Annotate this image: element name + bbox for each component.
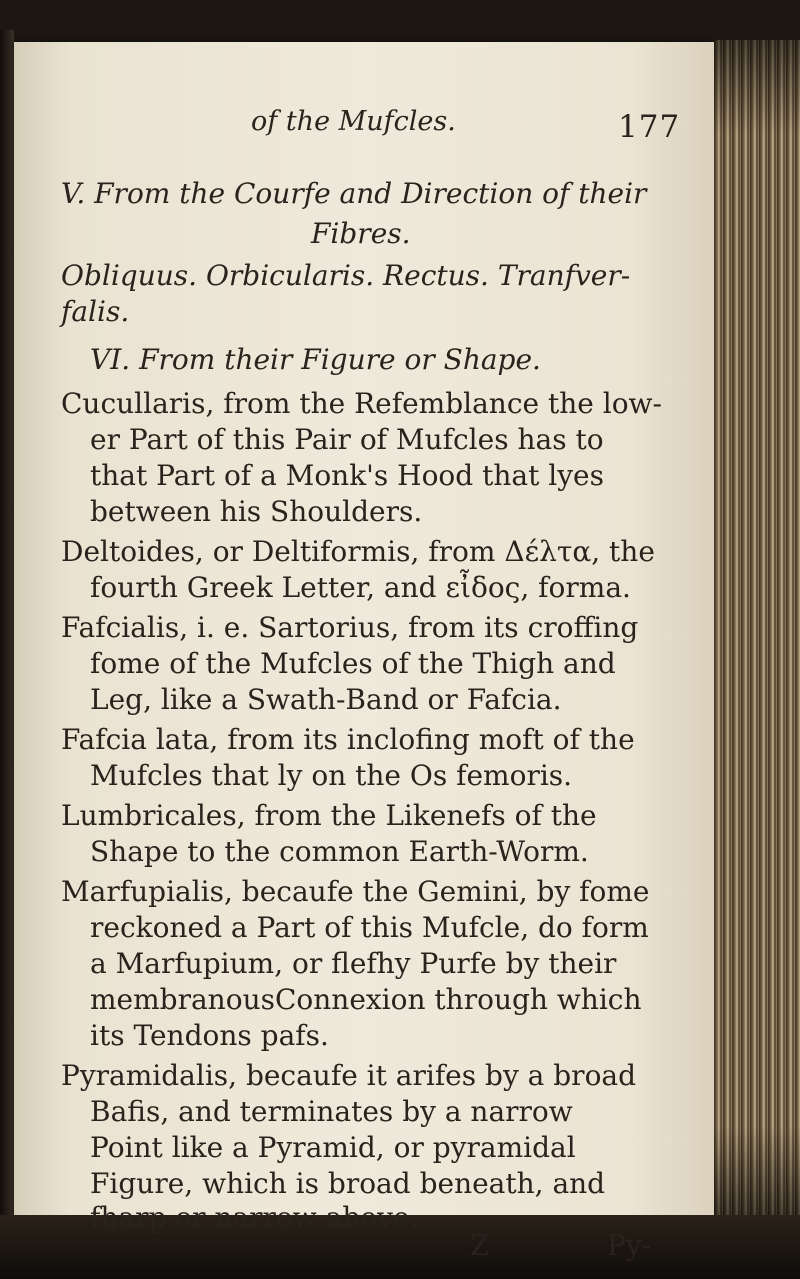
- text-line: Leg, like a Swath-Band or Fafcia.: [90, 683, 562, 716]
- text-line: fome of the Mufcles of the Thigh and: [90, 647, 616, 680]
- page-edges-shadow: [714, 40, 800, 1220]
- running-title: of the Mufcles.: [251, 106, 456, 137]
- text-line: a Marfupium, or flefhy Purfe by their: [90, 947, 617, 980]
- text-line: Deltoides, or Deltiformis, from Δέλτα, the: [61, 535, 655, 568]
- text-line: Fafcia lata, from its inclofing moft of the: [61, 723, 635, 756]
- heading-line: Fibres.: [311, 217, 411, 250]
- text-line: Cucullaris, from the Refemblance the low-: [61, 387, 662, 420]
- text-line: Shape to the common Earth-Worm.: [90, 835, 589, 868]
- text-line: membranousConnexion through which: [90, 983, 642, 1016]
- signature-mark: Z: [470, 1229, 490, 1262]
- text-line: Bafis, and terminates by a narrow: [90, 1095, 573, 1128]
- text-line: that Part of a Monk's Hood that lyes: [90, 459, 604, 492]
- text-line: falis.: [61, 295, 130, 328]
- text-line: Pyramidalis, becaufe it arifes by a broad: [61, 1059, 637, 1092]
- text-line: Obliquus. Orbicularis. Rectus. Tranfver-: [61, 259, 631, 292]
- text-line: er Part of this Pair of Mufcles has to: [90, 423, 604, 456]
- book-spine: [0, 30, 14, 1230]
- text-line: Marfupialis, becaufe the Gemini, by fome: [61, 875, 650, 908]
- page-number: 177: [618, 109, 681, 145]
- heading-line: VI. From their Figure or Shape.: [90, 343, 541, 376]
- text-line: fourth Greek Letter, and εἶδος, forma.: [90, 571, 631, 604]
- text-line: between his Shoulders.: [90, 495, 423, 528]
- text-line: its Tendons pafs.: [90, 1019, 329, 1052]
- text-line: reckoned a Part of this Mufcle, do form: [90, 911, 649, 944]
- heading-line: V. From the Courfe and Direction of their: [61, 177, 647, 210]
- text-line: Lumbricales, from the Likenefs of the: [61, 799, 597, 832]
- text-line: Mufcles that ly on the Os femoris.: [90, 759, 573, 792]
- catchword: Py-: [607, 1229, 652, 1262]
- text-line: fharp or narrow above.: [90, 1201, 419, 1234]
- text-line: Figure, which is broad beneath, and: [90, 1167, 606, 1200]
- text-line: Fafcialis, i. e. Sartorius, from its croffing: [61, 611, 639, 644]
- text-line: Point like a Pyramid, or pyramidal: [90, 1131, 576, 1164]
